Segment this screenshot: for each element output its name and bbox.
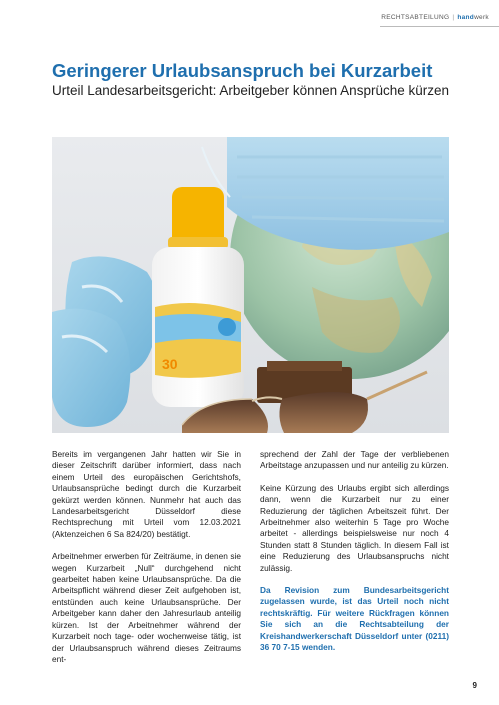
header-separator: | <box>452 14 455 21</box>
section-label: RECHTSABTEILUNG <box>381 14 450 21</box>
page-number: 9 <box>472 681 477 690</box>
paragraph-kurzarbeit-null: Arbeitnehmer erwerben für Zeiträume, in denen sie wegen Kurzarbeit „Null“ durchgehend nicht gearbeitet haben keine Urlaubsansprüche. Da die Arbeitspflicht während dieser Zeit aufgehoben ist, entstünden auch keine Urlaubsansprüche. Der Arbeitgeber kann daher den Jahresurlaub anteilig kürzen. Ist der Arbeitnehmer während der Kurzarbeit noch tage- oder wochenweise tätig, ist der Urlaubsanspruch während dieses Zeitraums ent- <box>52 551 241 664</box>
bottle-spf-label: 30 <box>162 356 178 372</box>
brand-logo-suffix: werk <box>474 14 489 21</box>
header-rule <box>380 26 499 27</box>
article-title: Geringerer Urlaubsanspruch bei Kurzarbeit <box>52 60 433 81</box>
paragraph-continuation: sprechend der Zahl der Tage der verbliebenen Arbeitstage anzupassen und nur anteilig zu kürzen. <box>260 449 449 471</box>
contact-note: Da Revision zum Bundesarbeitsgericht zugelassen wurde, ist das Urteil noch nicht rechtskräftig. Für weitere Rückfragen können Sie sich an die Rechtsabteilung der Kreishandwerkerschaft Düsseldorf unter (0211) 36 70 7-15 wenden. <box>260 585 449 653</box>
article-photo <box>52 137 449 433</box>
text-column-left <box>52 449 241 676</box>
brand-logo: hand <box>457 14 475 21</box>
paragraph-intro: Bereits im vergangenen Jahr hatten wir Sie in dieser Zeitschrift darüber informiert, dass nach einem Urteil des europäischen Gerichtshofs, Urlaubsansprüche bedingt durch die Kurzarbeit gekürzt werden können. Nunmehr hat auch das Landesarbeitsgericht Düsseldorf diese Rechtsprechung mit Urteil vom 12.03.2021 (Aktenzeichen 6 Sa 824/20) bestätigt. <box>52 449 241 539</box>
text-column-right <box>260 449 449 665</box>
section-header <box>381 14 489 21</box>
article-subtitle: Urteil Landesarbeitsgericht: Arbeitgeber können Ansprüche kürzen <box>52 83 449 98</box>
paragraph-no-reduction: Keine Kürzung des Urlaubs ergibt sich allerdings dann, wenn die Kurzarbeit nur zu einer Reduzierung der täglichen Arbeitszeit führt. Der Arbeitnehmer also weiterhin 5 Tage pro Woche arbeitet - allerdings beispielsweise nur noch 4 Stunden statt 8 Stunden täglich. In diesem Fall ist eine Reduzierung des Urlaubsanspruchs nicht zulässig. <box>260 482 449 573</box>
